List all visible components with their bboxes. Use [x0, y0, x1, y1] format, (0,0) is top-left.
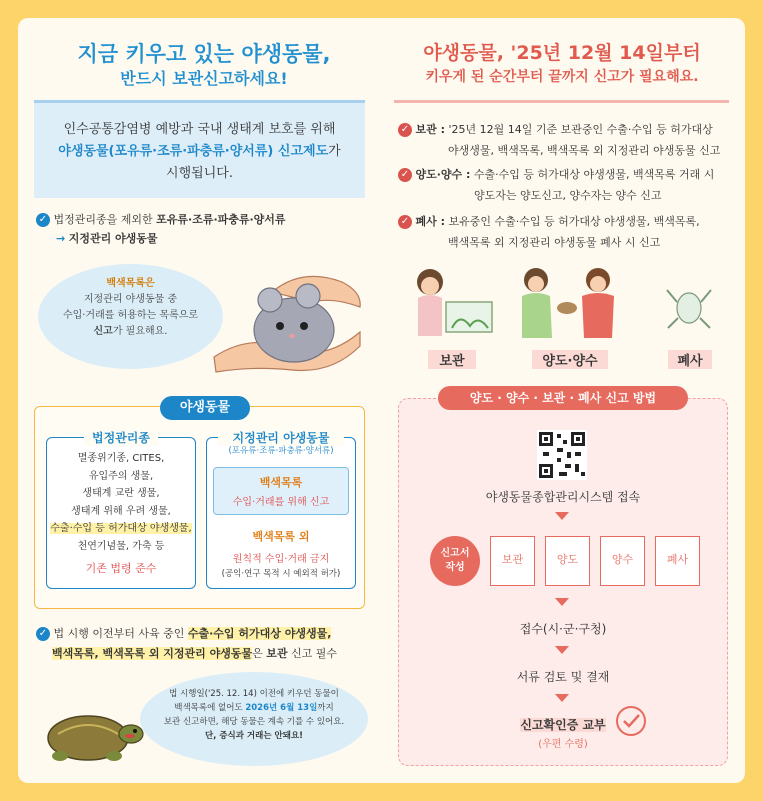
step-issue [410, 716, 716, 733]
form-death[interactable]: 폐사 [655, 536, 700, 586]
storage-line1: '25년 12월 14일 기준 보관중인 수출·수입 등 허가대상 [444, 123, 713, 136]
form-circle-line1: 신고서 [440, 548, 470, 559]
note2-mid: 은 [252, 647, 267, 660]
bubble-line3: 수입·거래를 허용하는 목록으로 [62, 310, 199, 321]
bubble-line4-rest: 가 필요해요. [112, 326, 168, 337]
whitelist-desc: 수입·거래를 위해 신고 [232, 497, 330, 508]
note1-line2 [56, 230, 158, 246]
note1-bold: 포유류·조류·파충류·양서류 [156, 213, 286, 226]
legal-item: 생태계 위해 우려 생물, [71, 505, 171, 517]
arrow-down-icon [555, 646, 569, 654]
bubble-line1: 백색목록은 [106, 278, 155, 289]
legal-item: 생태계 교란 생물, [82, 488, 160, 499]
note2-pre: 법 시행 이전부터 사육 중인 [53, 627, 188, 640]
whitelist-box [213, 467, 349, 515]
intro-box [34, 100, 365, 198]
turtle-line3: 보관 신고하면, 해당 동물은 계속 기를 수 있어요. [163, 717, 345, 727]
check-icon: ✓ [36, 627, 50, 641]
transfer-label: 양도·양수 : [415, 168, 471, 181]
note2 [36, 624, 366, 664]
note2-end: 신고 필수 [287, 647, 338, 660]
legal-item: 천연기념물, 가축 등 [77, 540, 165, 552]
note2-hl2: 백색목록, 백색목록 외 지정관리 야생동물 [52, 647, 253, 660]
non-whitelist-section [206, 528, 356, 579]
step-issue-sub: (우편 수령) [538, 739, 588, 750]
form-receive[interactable]: 양수 [600, 536, 645, 586]
report-method-title: 양도 · 양수 · 보관 · 폐사 신고 방법 [438, 386, 688, 410]
transfer-illustration [518, 262, 616, 342]
report-type-transfer [398, 164, 733, 206]
designated-head: 지정관리 야생동물 [218, 429, 344, 446]
step-system-access[interactable]: 야생동물종합관리시스템 접속 [485, 490, 641, 504]
turtle-date: 2026년 6월 13일 [245, 703, 318, 713]
note2-bold: 보관 [266, 647, 288, 660]
storage-line2: 야생생물, 백색목록, 백색목록 외 지정관리 야생동물 신고 [448, 144, 721, 157]
legal-item: 수출·수입 등 허가대상 야생생물, [50, 523, 192, 534]
tag-storage: 보관 [428, 350, 476, 369]
step-issue-text: 신고확인증 교부 [520, 718, 606, 732]
check-icon: ✓ [36, 213, 50, 227]
form-circle-line2: 작성 [445, 562, 465, 573]
turtle-line2-end: 까지 [317, 703, 334, 713]
arrow-down-icon [555, 598, 569, 606]
storage-illustration [410, 262, 496, 342]
note1-line2-text: 지정관리 야생동물 [68, 232, 158, 245]
right-title-line1: 야생동물, '25년 12월 14일부터 [423, 42, 701, 64]
legal-item: 유입주의 생물, [88, 470, 154, 482]
step-review: 서류 검토 및 결재 [516, 670, 610, 684]
bubble-line2: 지정관리 야생동물 중 [83, 294, 178, 305]
intro-highlight: 야생동물(포유류·조류·파충류·양서류) 신고제도 [58, 144, 329, 159]
intro-line3: 시행됩니다. [166, 166, 233, 181]
note1 [36, 211, 286, 227]
form-transfer[interactable]: 양도 [545, 536, 590, 586]
intro-line2 [34, 141, 365, 163]
tag-transfer: 양도·양수 [532, 350, 608, 369]
legal-footer: 기존 법령 준수 [85, 562, 157, 575]
right-divider [394, 100, 729, 103]
report-type-storage [398, 119, 733, 161]
chinchilla-hands-illustration [212, 262, 362, 377]
tag-death: 폐사 [668, 350, 712, 369]
legal-species-list [44, 450, 198, 578]
certified-check-icon [614, 704, 648, 738]
turtle-line1: 법 시행일('25. 12. 14) 이전에 키우던 동물이 [169, 689, 339, 699]
death-line2: 백색목록 외 지정관리 야생동물 폐사 시 신고 [448, 236, 661, 249]
turtle-line4: 단, 증식과 거래는 안돼요! [204, 731, 304, 741]
step-receive: 접수(시·군·구청) [519, 622, 607, 636]
report-type-death [398, 211, 733, 253]
death-line1: 보유중인 수출·수입 등 허가대상 야생생물, 백색목록, [444, 215, 700, 228]
left-title-line1: 지금 키우고 있는 야생동물, [77, 42, 331, 66]
arrow-down-icon [555, 694, 569, 702]
transfer-line2: 양도자는 양도신고, 양수자는 양수 신고 [474, 189, 662, 202]
non-whitelist-desc2: (공익·연구 목적 시 예외적 허가) [221, 569, 341, 579]
right-title-line2: 키우게 된 순간부터 끝까지 신고가 필요해요. [425, 69, 699, 85]
form-write-circle [430, 536, 480, 586]
wildlife-box-title: 야생동물 [160, 396, 250, 420]
check-icon: ✓ [398, 215, 412, 229]
bubble-line4-bold: 신고 [93, 326, 113, 337]
legal-item: 멸종위기종, CITES, [77, 453, 165, 464]
transfer-line1: 수출·수입 등 허가대상 야생생물, 백색목록 거래 시 [470, 168, 715, 181]
non-whitelist-title: 백색목록 외 [252, 530, 310, 543]
intro-line2-rest: 가 [328, 144, 341, 159]
frog-illustration [664, 282, 714, 332]
whitelist-speech-bubble [38, 264, 223, 369]
qr-code-icon[interactable] [537, 430, 587, 480]
legal-species-head: 법정관리종 [84, 429, 158, 446]
turtle-speech-bubble [140, 672, 368, 766]
non-whitelist-desc1: 원칙적 수입·거래 금지 [232, 554, 330, 565]
whitelist-title: 백색목록 [259, 476, 303, 489]
left-title-line2: 반드시 보관신고하세요! [120, 69, 288, 88]
check-icon: ✓ [398, 123, 412, 137]
death-label: 폐사 : [415, 215, 445, 228]
note2-hl1: 수출·수입 허가대상 야생생물, [187, 627, 332, 640]
turtle-illustration [38, 686, 146, 768]
turtle-line2-pre: 백색목록에 없어도 [174, 703, 246, 713]
storage-label: 보관 : [415, 123, 445, 136]
note1-pre: 법정관리종을 제외한 [53, 213, 157, 226]
check-icon: ✓ [398, 168, 412, 182]
form-storage[interactable]: 보관 [490, 536, 535, 586]
intro-line1: 인수공통감염병 예방과 국내 생태계 보호를 위해 [63, 122, 336, 137]
designated-sub: (포유류·조류·파충류·양서류) [228, 446, 334, 456]
arrow-right-icon: → [56, 232, 66, 245]
arrow-down-icon [555, 512, 569, 520]
